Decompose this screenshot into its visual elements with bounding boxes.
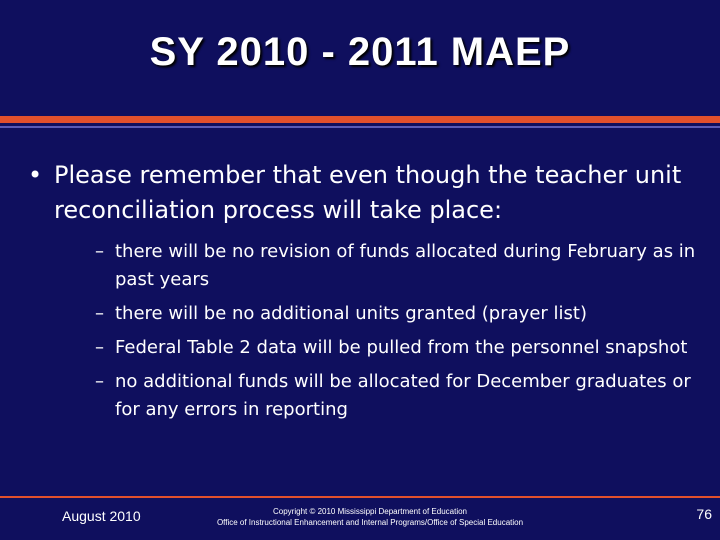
sub-bullet-text: there will be no revision of funds allocated during February as in past years [115, 241, 696, 290]
title-divider-thin [0, 126, 720, 128]
sub-bullet-text: there will be no additional units granted (prayer list) [115, 303, 587, 324]
sub-bullet [95, 238, 705, 294]
sub-bullet [95, 300, 705, 328]
footer-office: Office of Instructional Enhancement and Internal Programs/Office of Special Education [216, 518, 524, 527]
footer-date: August 2010 [62, 508, 141, 524]
footer-divider [0, 496, 720, 498]
sub-bullet-list [95, 238, 705, 430]
slide-title: SY 2010 - 2011 MAEP [149, 30, 571, 74]
footer-copyright: Copyright © 2010 Mississippi Department of Education [273, 507, 467, 516]
dash-icon: – [95, 303, 104, 324]
page-number: 76 [696, 506, 712, 522]
title-divider [0, 116, 720, 123]
main-bullet [28, 158, 698, 228]
dash-icon: – [95, 241, 104, 262]
dash-icon: – [95, 371, 104, 392]
bullet-icon: • [28, 161, 43, 189]
sub-bullet [95, 368, 705, 424]
main-bullet-text: Please remember that even though the teacher unit reconciliation process will take place: [54, 161, 682, 224]
sub-bullet-text: Federal Table 2 data will be pulled from the personnel snapshot [115, 337, 688, 358]
footer-credits [216, 506, 524, 528]
dash-icon: – [95, 337, 104, 358]
sub-bullet-text: no additional funds will be allocated for December graduates or for any errors in reporting [115, 371, 691, 420]
sub-bullet [95, 334, 705, 362]
